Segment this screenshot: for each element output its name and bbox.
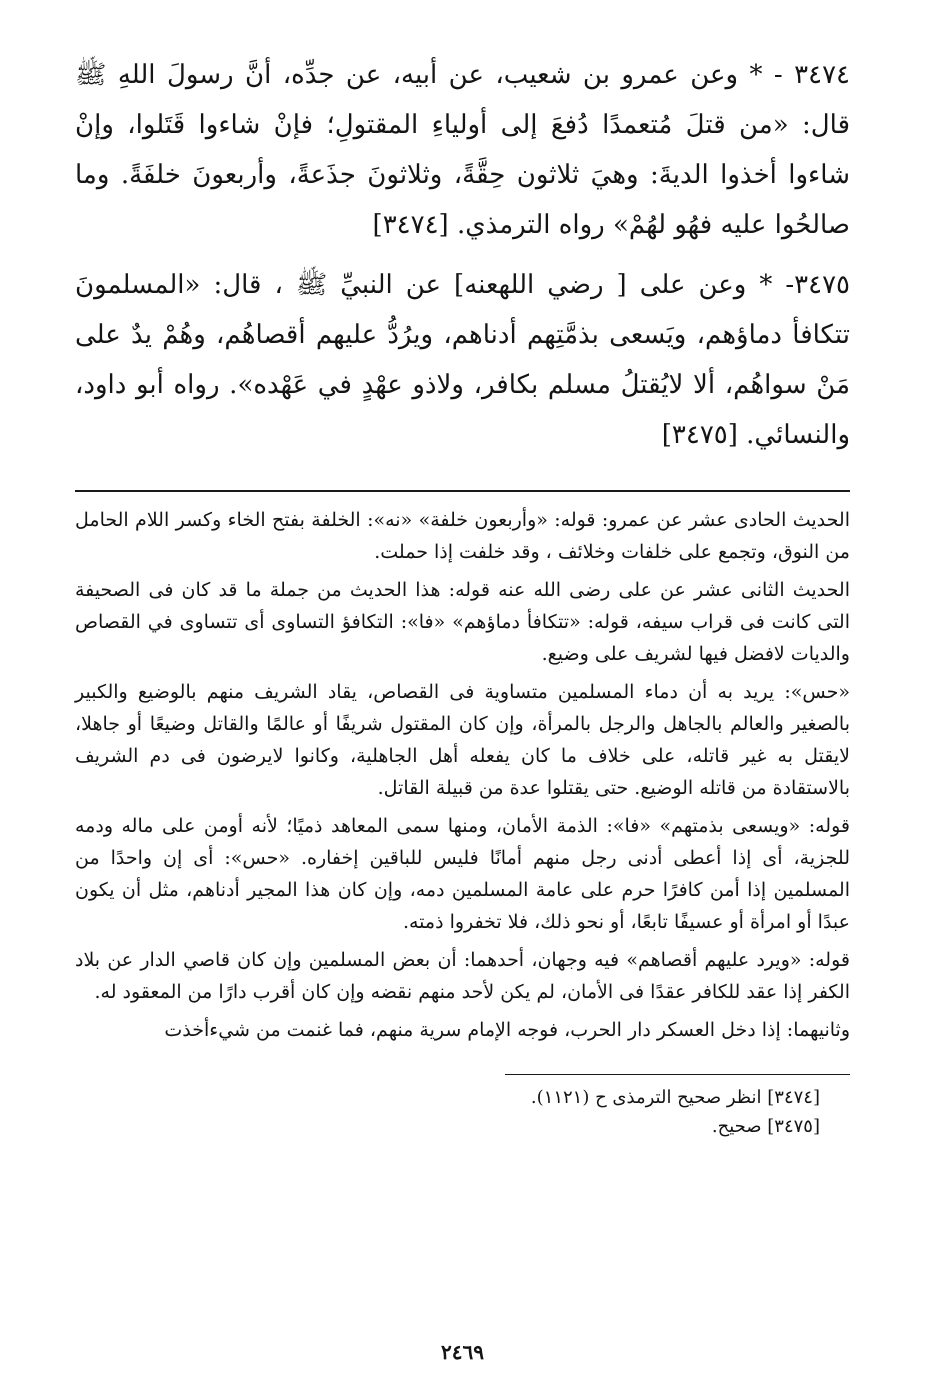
book-page	[75, 50, 850, 1364]
page-number: ٢٤٦٩	[441, 1340, 484, 1364]
commentary-paragraph-3: «حس»: يريد به أن دماء المسلمين متساوية فى القصاص، يقاد الشريف منهم بالوضيع والكبير بالصغير والعالم بالجاهل والرجل بالمرأة، وإن كان المقتول شريفًا أو عالمًا والقاتل وضيعًا أو جاهلا، لايقتل به غير قاتله، على خلاف ما كان يفعله أهل الجاهلية، وكانوا لايرضون فى دم الشريف بالاستقادة من قاتله الوضيع. حتى يقتلوا عدة من قبيلة القاتل.	[75, 681, 850, 799]
footnote-divider	[505, 1074, 850, 1075]
commentary-section	[75, 504, 850, 1046]
commentary-paragraph-5: قوله: «ويرد عليهم أقصاهم» فيه وجهان، أحدهما: أن بعض المسلمين وإن كان قاصي الدار عن بلاد الكفر إذا عقد للكافر عقدًا فى الأمان، لم يكن لأحد منهم نقضه وإن كان أقرب دارًا من المعقود له.	[75, 949, 850, 1003]
hadith-3474: ٣٤٧٤ - * وعن عمرو بن شعيب، عن أبيه، عن جدِّه، أنَّ رسولَ اللهِ ﷺ قال: «من قتلَ مُتعمدًا دُفعَ إلى أولياءِ المقتولِ؛ فإنْ شاءوا قَتَلوا، وإنْ شاءوا أخذوا الديةَ: وهيَ ثلاثون حِقَّةً، وثلاثونَ جذَعةً، وأربعونَ خلفَةً. وما صالحُوا عليه فهُو لهُمْ» رواه الترمذي. [٣٤٧٤]	[75, 60, 850, 240]
hadith-3475: ٣٤٧٥- * وعن على [ رضي اللهعنه] عن النبيِّ ﷺ ، قال: «المسلمونَ تتكافأ دماؤهم، ويَسعى بذمَّتِهم أدناهم، ويرُدُّ عليهم أقصاهُم، وهُمْ يدٌ على مَنْ سواهُم، ألا لايُقتلُ مسلم بكافر، ولاذو عهْدٍ في عَهْده». رواه أبو داود، والنسائي. [٣٤٧٥]	[75, 270, 850, 450]
footnote-3474: [٣٤٧٤] انظر صحيح الترمذى ح (١١٢١).	[530, 1087, 820, 1108]
hadith-section	[75, 50, 850, 460]
commentary-divider	[75, 490, 850, 492]
commentary-paragraph-4: قوله: «ويسعى بذمتهم» «فا»: الذمة الأمان، ومنها سمى المعاهد ذميًا؛ لأنه أومن على ماله ودمه للجزية، أى إذا أعطى أدنى رجل منهم أمانًا فليس للباقين إخفاره. «حس»: أى إن واحدًا من المسلمين إذا أمن كافرًا حرم على عامة المسلمين دمه، وإن كان هذا المجير أدناهم، مثل أن يكون عبدًا أو امرأة أو عسيفًا تابعًا، أو نحو ذلك، فلا تخفروا ذمته.	[75, 815, 850, 933]
commentary-paragraph-2: الحديث الثانى عشر عن على رضى الله عنه قوله: هذا الحديث من جملة ما قد كان فى الصحيفة التى كانت فى قراب سيفه، قوله: «تتكافأ دماؤهم» «فا»: التكافؤ التساوى أى تتساوى في القصاص والديات لافضل فيها لشريف على وضيع.	[75, 579, 850, 665]
footnote-3475: [٣٤٧٥] صحيح.	[711, 1116, 820, 1137]
footnotes-section	[75, 1083, 850, 1141]
commentary-paragraph-6: وثانيهما: إذا دخل العسكر دار الحرب، فوجه الإمام سرية منهم، فما غنمت من شيءأخذت	[164, 1019, 850, 1041]
commentary-paragraph-1: الحديث الحادى عشر عن عمرو: قوله: «وأربعون خلفة» «نه»: الخلفة بفتح الخاء وكسر اللام الحامل من النوق، وتجمع على خلفات وخلائف ، وقد خلفت إذا حملت.	[75, 509, 850, 563]
